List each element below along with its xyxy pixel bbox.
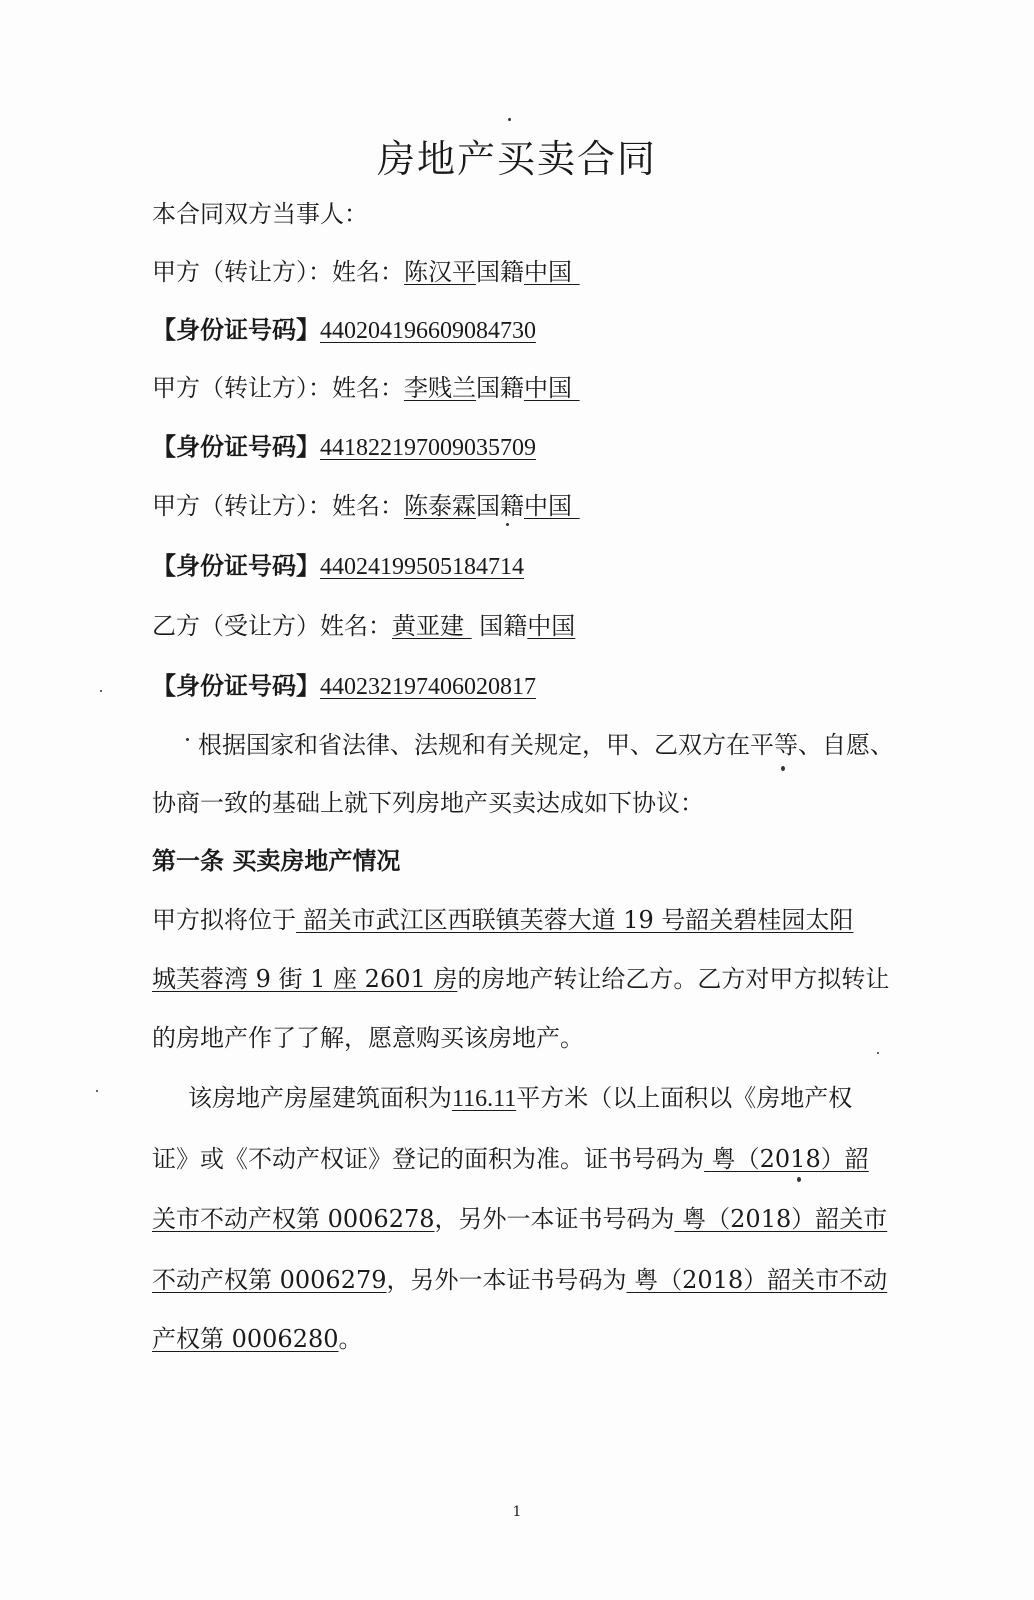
- para-2-line-1: [188, 1082, 852, 1115]
- property-address-part-2: 城芙蓉湾 9 街 1 座 2601 房: [152, 965, 458, 993]
- para-2-mid-2: ，另外一本证书号码为: [386, 1266, 627, 1294]
- scan-speck: [96, 1090, 98, 1092]
- party-1-id: 440204196609084730: [320, 318, 536, 344]
- property-address-part-1: 韶关市武江区西联镇芙蓉大道 19 号韶关碧桂园太阳: [303, 906, 854, 934]
- para-1-suffix: 的房地产转让给乙方。乙方对甲方拟转让: [457, 965, 890, 993]
- party-3-name: 陈泰霖: [404, 492, 476, 520]
- party-4-line: [152, 610, 575, 642]
- party-2-id: 441822197009035709: [320, 435, 536, 461]
- party-3-role: 甲方（转让方）：姓名：: [152, 492, 404, 520]
- scan-speck: [508, 118, 511, 121]
- building-area: 116.11: [452, 1086, 517, 1112]
- party-1-id-label: 【身份证号码】: [152, 315, 320, 344]
- page-number: 1: [512, 1504, 522, 1520]
- party-2-nationality-label: 国籍: [476, 374, 524, 402]
- underline-pad: [627, 1266, 635, 1294]
- underline-pad: [572, 374, 580, 402]
- party-3-nationality: 中国: [524, 492, 572, 520]
- scan-speck: [797, 1177, 801, 1182]
- party-3-line: [152, 490, 580, 522]
- para-2-mid-1: ，另外一本证书号码为: [434, 1205, 675, 1233]
- party-1-nationality: 中国: [524, 258, 572, 286]
- intro-line: 本合同双方当事人：: [152, 200, 368, 228]
- para-2-line-2: [152, 1143, 869, 1175]
- preamble-line-2: 协商一致的基础上就下列房地产买卖达成如下协议：: [152, 789, 704, 817]
- preamble-line-1: 根据国家和省法律、法规和有关规定，甲、乙双方在平等、自愿、: [198, 731, 894, 759]
- underline-pad: [464, 612, 472, 640]
- certificate-3-part-2: 产权第 0006280: [152, 1325, 339, 1353]
- para-2-prefix: 该房地产房屋建筑面积为: [188, 1084, 452, 1112]
- scan-speck: [781, 766, 785, 771]
- certificate-2-part-2: 不动产权第 0006279: [152, 1266, 387, 1294]
- para-1-prefix: 甲方拟将位于: [152, 906, 296, 934]
- para-2-line-2-prefix: 证》或《不动产权证》登记的面积为准。证书号码为: [152, 1145, 704, 1173]
- article-1-heading: 第一条 买卖房地产情况: [152, 846, 401, 875]
- party-2-name: 李贱兰: [404, 374, 476, 402]
- para-2-line-3: [152, 1203, 887, 1235]
- party-2-id-line: [152, 431, 536, 464]
- party-4-nationality: 中国: [527, 612, 576, 640]
- para-1-line-1: [152, 904, 853, 936]
- party-1-name: 陈汉平: [404, 258, 476, 286]
- certificate-1-part-1: 粤（2018）韶: [711, 1145, 869, 1173]
- party-4-role: 乙方（受让方）姓名：: [152, 612, 392, 640]
- certificate-1-part-2: 关市不动产权第 0006278: [152, 1205, 435, 1233]
- underline-pad: [296, 906, 304, 934]
- para-2-line-5: [152, 1323, 363, 1355]
- scan-speck: [186, 738, 189, 741]
- party-4-id-label: 【身份证号码】: [152, 671, 320, 700]
- party-4-id-line: [152, 670, 536, 703]
- party-1-id-line: [152, 314, 536, 347]
- scan-speck: [100, 690, 102, 692]
- party-2-line: [152, 372, 580, 404]
- underline-pad: [704, 1145, 712, 1173]
- party-2-id-label: 【身份证号码】: [152, 432, 320, 461]
- certificate-2-part-1: 粤（2018）韶关市: [682, 1205, 888, 1233]
- party-1-line: [152, 256, 580, 288]
- party-3-id: 44024199505184714: [320, 554, 524, 580]
- para-2-line-1-suffix: 平方米（以上面积以《房地产权: [516, 1084, 853, 1112]
- contract-title: 房地产买卖合同: [376, 137, 657, 181]
- scan-speck: [877, 1052, 879, 1054]
- para-1-line-2: [152, 963, 889, 995]
- party-2-role: 甲方（转让方）：姓名：: [152, 374, 404, 402]
- party-1-nationality-label: 国籍: [476, 258, 524, 286]
- underline-pad: [572, 258, 580, 286]
- party-3-id-label: 【身份证号码】: [152, 551, 320, 580]
- party-3-id-line: [152, 550, 524, 583]
- para-1-line-3: 的房地产作了了解，愿意购买该房地产。: [152, 1024, 584, 1052]
- certificate-3-part-1: 粤（2018）韶关市不动: [634, 1266, 888, 1294]
- para-2-line-4: [152, 1264, 887, 1296]
- party-4-nationality-label: 国籍: [479, 612, 528, 640]
- scan-speck: [506, 523, 509, 526]
- party-3-nationality-label: 国籍: [476, 492, 524, 520]
- para-2-end: 。: [338, 1325, 363, 1353]
- party-1-role: 甲方（转让方）：姓名：: [152, 258, 404, 286]
- underline-pad: [572, 492, 580, 520]
- underline-pad: [675, 1205, 683, 1233]
- party-4-id: 440232197406020817: [320, 674, 536, 700]
- party-2-nationality: 中国: [524, 374, 572, 402]
- party-4-name: 黄亚建: [392, 612, 464, 640]
